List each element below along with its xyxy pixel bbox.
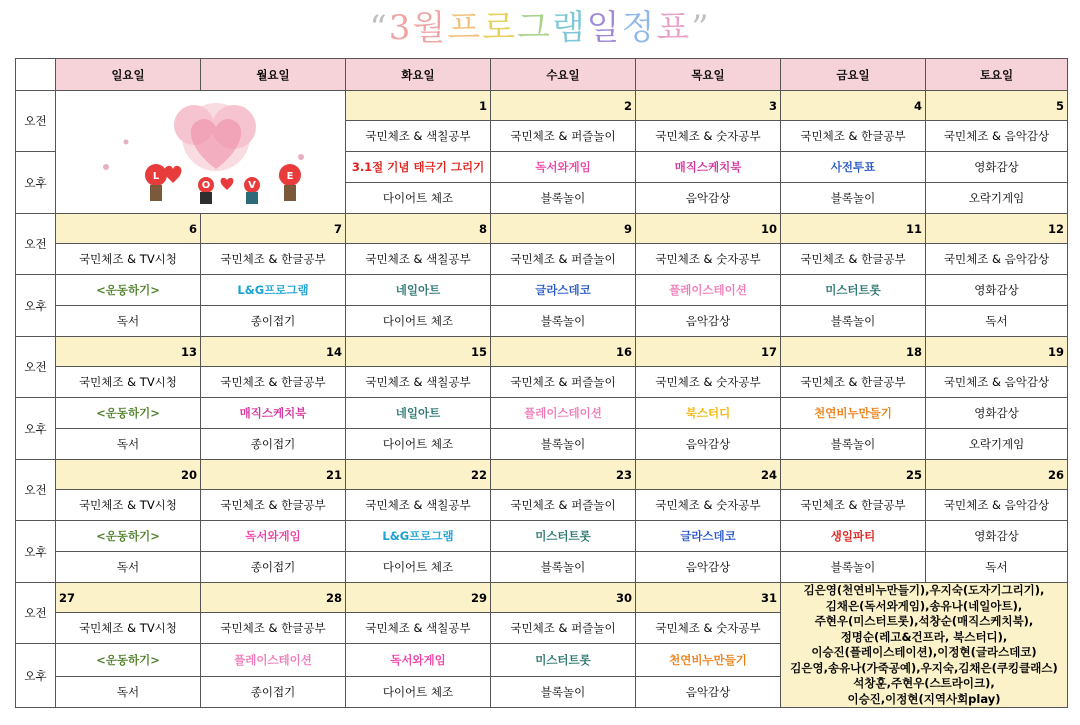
love-letter: V: [247, 180, 256, 191]
am-activity: 국민체조 & 퍼즐놀이: [491, 121, 636, 152]
title-char: 그: [516, 8, 552, 48]
pm-activity: 다이어트 체조: [346, 306, 491, 337]
week5-num-row: [16, 583, 1068, 613]
am-activity: 국민체조 & 퍼즐놀이: [491, 613, 636, 644]
date-number: 17: [636, 337, 781, 367]
date-number: 29: [346, 583, 491, 613]
header-row: [16, 59, 1068, 91]
day-header: 화요일: [346, 59, 491, 91]
am-activity: 국민체조 & 색칠공부: [346, 121, 491, 152]
am-activity: 국민체조 & 색칠공부: [346, 367, 491, 398]
pm-activity: 블록놀이: [781, 552, 926, 583]
title-char: 램: [551, 8, 587, 48]
week4-pm2-row: [16, 552, 1068, 583]
pm-activity: 블록놀이: [781, 183, 926, 214]
pm-activity-special: 미스터트롯: [781, 275, 926, 306]
am-activity: 국민체조 & 한글공부: [201, 490, 346, 521]
pm-activity-special: 독서와게임: [201, 521, 346, 552]
pm-activity: 다이어트 체조: [346, 677, 491, 708]
pm-activity-special: 네일아트: [346, 398, 491, 429]
title-char: 일: [586, 8, 622, 48]
pm-activity-special: 북스터디: [636, 398, 781, 429]
date-number: 11: [781, 214, 926, 244]
pm-activity-special: 독서와게임: [491, 152, 636, 183]
date-number: 4: [781, 91, 926, 121]
pm-activity-special: 사전투표: [781, 152, 926, 183]
pm-activity-special: L&G프로그램: [201, 275, 346, 306]
pm-activity-special: 글라스데코: [491, 275, 636, 306]
pm-activity: 독서: [926, 552, 1068, 583]
pm-activity: 종이접기: [201, 429, 346, 460]
day-header: 수요일: [491, 59, 636, 91]
date-number: 8: [346, 214, 491, 244]
day-header: 토요일: [926, 59, 1068, 91]
title-char: “: [369, 8, 389, 48]
title-char: 월: [412, 8, 448, 48]
am-activity: 국민체조 & 한글공부: [201, 367, 346, 398]
am-label: 오전: [16, 214, 56, 275]
title-char: 정: [621, 8, 657, 48]
pm-activity: 독서: [926, 306, 1068, 337]
am-activity: 국민체조 & 색칠공부: [346, 244, 491, 275]
pm-label: 오후: [16, 644, 56, 708]
am-activity: 국민체조 & 한글공부: [781, 244, 926, 275]
date-number: 9: [491, 214, 636, 244]
pm-activity-special: <운동하기>: [56, 275, 201, 306]
am-activity: 국민체조 & 퍼즐놀이: [491, 367, 636, 398]
week3-pm2-row: [16, 429, 1068, 460]
pm-activity: 블록놀이: [491, 677, 636, 708]
am-activity: 국민체조 & 음악감상: [926, 244, 1068, 275]
pm-activity: 다이어트 체조: [346, 552, 491, 583]
title-char: 로: [482, 8, 517, 48]
pm-activity-special: 독서와게임: [346, 644, 491, 677]
am-label: 오전: [16, 337, 56, 398]
pm-activity: 오락기게임: [926, 429, 1068, 460]
am-activity: 국민체조 & 퍼즐놀이: [491, 244, 636, 275]
pm-activity: 다이어트 체조: [346, 183, 491, 214]
pm-activity-special: <운동하기>: [56, 644, 201, 677]
date-number: 25: [781, 460, 926, 490]
pm-activity-special: 매직스케치북: [636, 152, 781, 183]
page-title: [0, 4, 1080, 52]
am-activity: 국민체조 & 숫자공부: [636, 367, 781, 398]
pm-activity: 블록놀이: [781, 429, 926, 460]
date-number: 5: [926, 91, 1068, 121]
pm-label: 오후: [16, 152, 56, 214]
date-number: 22: [346, 460, 491, 490]
date-number: 2: [491, 91, 636, 121]
date-number: 10: [636, 214, 781, 244]
am-activity: 국민체조 & 색칠공부: [346, 613, 491, 644]
love-letter: O: [201, 180, 210, 191]
notes-line: 김채은(독서와게임),송유나(네일아트),: [825, 598, 1023, 613]
participants-notes: [781, 583, 1068, 708]
am-activity: 국민체조 & 숫자공부: [636, 244, 781, 275]
schedule-table: [15, 58, 1068, 708]
am-activity: 국민체조 & 음악감상: [926, 121, 1068, 152]
date-number: 14: [201, 337, 346, 367]
am-activity: 국민체조 & 한글공부: [781, 367, 926, 398]
pm-label: 오후: [16, 521, 56, 583]
pm-activity: 영화감상: [926, 398, 1068, 429]
pm-activity: 음악감상: [636, 677, 781, 708]
date-number: 7: [201, 214, 346, 244]
week2-pm2-row: [16, 306, 1068, 337]
am-activity: 국민체조 & 음악감상: [926, 367, 1068, 398]
pm-activity: 독서: [56, 306, 201, 337]
am-activity: 국민체조 & 한글공부: [781, 121, 926, 152]
love-letter: E: [286, 171, 293, 182]
date-number: 19: [926, 337, 1068, 367]
week2-pm1-row: [16, 275, 1068, 306]
date-number: 20: [56, 460, 201, 490]
am-activity: 국민체조 & 숫자공부: [636, 490, 781, 521]
pm-activity-special: <운동하기>: [56, 398, 201, 429]
day-header: 목요일: [636, 59, 781, 91]
am-activity: 국민체조 & TV시청: [56, 244, 201, 275]
pm-label: 오후: [16, 398, 56, 460]
pm-activity-special: 미스터트롯: [491, 521, 636, 552]
date-number: 30: [491, 583, 636, 613]
week4-am-row: [16, 490, 1068, 521]
pm-activity-special: 생일파티: [781, 521, 926, 552]
date-number: 3: [636, 91, 781, 121]
pm-activity: 독서: [56, 552, 201, 583]
pm-activity: 음악감상: [636, 429, 781, 460]
date-number: 18: [781, 337, 926, 367]
pm-activity-special: 매직스케치북: [201, 398, 346, 429]
pm-activity: 다이어트 체조: [346, 429, 491, 460]
notes-line: 이승진,이정현(지역사회play): [847, 691, 1001, 706]
am-activity: 국민체조 & 숫자공부: [636, 121, 781, 152]
pm-activity-special: 천연비누만들기: [781, 398, 926, 429]
pm-activity: 블록놀이: [491, 429, 636, 460]
pm-activity-special: 네일아트: [346, 275, 491, 306]
am-activity: 국민체조 & 색칠공부: [346, 490, 491, 521]
pm-activity: 음악감상: [636, 306, 781, 337]
week4-num-row: [16, 460, 1068, 490]
decoration-image: [56, 91, 346, 214]
week4-pm1-row: [16, 521, 1068, 552]
pm-activity-special: 천연비누만들기: [636, 644, 781, 677]
title-char: 3: [388, 8, 413, 48]
pm-activity: 독서: [56, 677, 201, 708]
am-label: 오전: [16, 460, 56, 521]
title-char: 프: [447, 8, 483, 48]
day-header: 일요일: [56, 59, 201, 91]
date-number: 13: [56, 337, 201, 367]
pm-activity-special: 플레이스테이션: [636, 275, 781, 306]
title-char: ”: [691, 8, 711, 48]
notes-line: 김은영(천연비누만들기),우지숙(도자기그리기),: [803, 583, 1045, 597]
pm-activity: 음악감상: [636, 183, 781, 214]
notes-line: 김은영,송유나(가죽공예),우지숙,김채은(쿠킹클래스): [790, 660, 1058, 675]
love-hearts-couple-icon: [66, 97, 336, 207]
date-number: 28: [201, 583, 346, 613]
week3-num-row: [16, 337, 1068, 367]
week3-pm1-row: [16, 398, 1068, 429]
pm-activity: 블록놀이: [491, 552, 636, 583]
pm-activity: 음악감상: [636, 552, 781, 583]
am-activity: 국민체조 & 음악감상: [926, 490, 1068, 521]
notes-line: 정명순(레고&건프라, 북스터디),: [840, 629, 1008, 644]
pm-activity-special: <운동하기>: [56, 521, 201, 552]
date-number: 31: [636, 583, 781, 613]
am-activity: 국민체조 & 한글공부: [201, 244, 346, 275]
am-activity: 국민체조 & 숫자공부: [636, 613, 781, 644]
day-header: 월요일: [201, 59, 346, 91]
pm-activity-special: 미스터트롯: [491, 644, 636, 677]
date-number: 27: [56, 583, 201, 613]
am-activity: 국민체조 & TV시청: [56, 367, 201, 398]
date-number: 21: [201, 460, 346, 490]
week3-am-row: [16, 367, 1068, 398]
pm-activity: 독서: [56, 429, 201, 460]
pm-activity-special: 플레이스테이션: [491, 398, 636, 429]
notes-line: 이승진(플레이스테이션),이정현(글라스데코): [811, 645, 1037, 659]
week2-am-row: [16, 244, 1068, 275]
love-letter: L: [152, 171, 159, 182]
week1-num-row: [16, 91, 1068, 121]
week2-num-row: [16, 214, 1068, 244]
date-number: 24: [636, 460, 781, 490]
am-activity: 국민체조 & 퍼즐놀이: [491, 490, 636, 521]
date-number: 26: [926, 460, 1068, 490]
pm-activity: 오락기게임: [926, 183, 1068, 214]
day-header: 금요일: [781, 59, 926, 91]
date-number: 6: [56, 214, 201, 244]
corner-cell: [16, 59, 56, 91]
date-number: 23: [491, 460, 636, 490]
date-number: 12: [926, 214, 1068, 244]
date-number: 16: [491, 337, 636, 367]
pm-activity: 블록놀이: [781, 306, 926, 337]
pm-activity: 종이접기: [201, 306, 346, 337]
pm-activity-special: 플레이스테이션: [201, 644, 346, 677]
pm-activity: 블록놀이: [491, 306, 636, 337]
pm-activity: 종이접기: [201, 552, 346, 583]
pm-activity-special: L&G프로그램: [346, 521, 491, 552]
am-label: 오전: [16, 91, 56, 152]
notes-line: 석창훈,주현우(스트라이크),: [853, 676, 995, 690]
notes-line: 주현우(미스터트롯),석창순(매직스케치북),: [814, 614, 1034, 628]
pm-activity: 영화감상: [926, 521, 1068, 552]
pm-label: 오후: [16, 275, 56, 337]
am-activity: 국민체조 & TV시청: [56, 613, 201, 644]
pm-activity: 영화감상: [926, 275, 1068, 306]
am-activity: 국민체조 & TV시청: [56, 490, 201, 521]
am-activity: 국민체조 & 한글공부: [781, 490, 926, 521]
pm-activity: 종이접기: [201, 677, 346, 708]
am-label: 오전: [16, 583, 56, 644]
title-char: 표: [656, 8, 692, 48]
am-activity: 국민체조 & 한글공부: [201, 613, 346, 644]
date-number: 15: [346, 337, 491, 367]
date-number: 1: [346, 91, 491, 121]
pm-activity-special: 3.1절 기념 태극기 그리기: [346, 152, 491, 183]
pm-activity-special: 글라스데코: [636, 521, 781, 552]
pm-activity: 블록놀이: [491, 183, 636, 214]
pm-activity: 영화감상: [926, 152, 1068, 183]
